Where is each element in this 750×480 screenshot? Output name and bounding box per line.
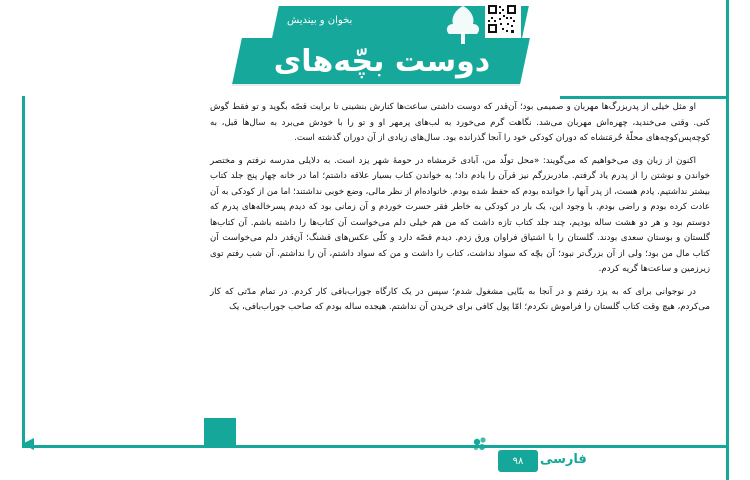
- frame-bottom-line: [22, 445, 728, 448]
- frame-corner-block: [204, 418, 236, 448]
- frame-top-line: [560, 96, 728, 99]
- frame-right-line: [726, 0, 729, 480]
- paragraph: در نوجوانی برای که به یزد رفتم و در آنجا به بنّایی مشغول شدم؛ سپس در یک کارگاه جوراب‌بافی کار کردم. در تمام مدّتی که کار می‌کردم، هیچ وقت کتاب گلستان را فراموش نکردم؛ امّا پول کافی برای خریدن آن نداشتم. هیجده ساله بودم که صاحب جوراب‌بافی، یک: [210, 286, 710, 312]
- frame-left-line: [22, 96, 25, 448]
- page-title: دوست بچّه‌های خوب: [273, 44, 491, 114]
- footer-section-label: فارسی: [540, 452, 587, 467]
- flower-icon: [470, 434, 492, 456]
- frame-arrow-icon: [22, 438, 34, 450]
- article-body: [210, 100, 710, 323]
- page-number-badge: ۹۸: [498, 450, 538, 472]
- banner-kicker-label: بخوان و بیندیش: [287, 15, 353, 26]
- title-banner: [225, 0, 525, 114]
- paragraph: اکنون از زبان وی می‌خواهیم که می‌گویند: «محل تولّد من، آبادی خَرمشاه در حومهٔ شهر یزد است. به دلایلی مدرسه نرفتم و مختصر خواندن و نوشتن را از پدرم یاد گرفتم. مادربزرگم نیز قرآن را یادم داد؛ به خواندن کتاب بسیار علاقه داشتم؛ اما در خانه چهار پنج جلد کتاب بیشتر نداشتیم. یادم هست، از پدر آنها را خوانده بودم که حفظ شده بودم. خانواده‌ام از نظر مالی، وضع خوبی نداشتند؛ اما من از کودکی به آن عادت کرده بودم و راضی بودم. با وجود این، یک بار در کودکی به خاطر فقر حسرت خوردم و آن زمانی بود که دیدم پسرخاله‌های پدرم که دوستم بود و هر دو هشت ساله بودیم، چند جلد کتاب تازه داشت که من هم خیلی دلم می‌خواست آن کتاب‌ها را داشته باشم. آن کتاب‌ها گلستان و بوستان سعدی بودند. گلستان را با اشتیاق فراوان ورق زدم. دیدم قصّه دارد و کلّی عکس‌های قشنگ؛ آن‌قدر دلم می‌خواست آن کتاب مال من بود؛ ولی از آن بزرگ‌تر نبود؛ آن بچّه که سواد نداشت، کتاب را داشت و من که سواد داشتم، آن را نداشتم. آن شب رفتم توی زیرزمین و ساعت‌ها گریه کردم.: [210, 155, 710, 274]
- paragraph: او مثل خیلی از پدربزرگ‌ها مهربان و صمیمی بود؛ آن‌قدر که دوست داشتی ساعت‌ها کنارش بنشینی تا برایت قصّه بگوید و تو فقط گوش کنی. وقتی می‌خندید، چهره‌اش مهربان می‌شد. نگاهت گرم می‌خورد به لب‌های پرمهر او و تو را با خودش می‌برد به سال‌ها قبل، به کوچه‌پس‌کوچه‌های محلّهٔ حُرمَتشاه که دوران کودکی خود را آنجا گذرانده بود. سال‌های زیادی از آن دوران گذشته است.: [210, 102, 710, 143]
- qr-code[interactable]: [485, 2, 521, 38]
